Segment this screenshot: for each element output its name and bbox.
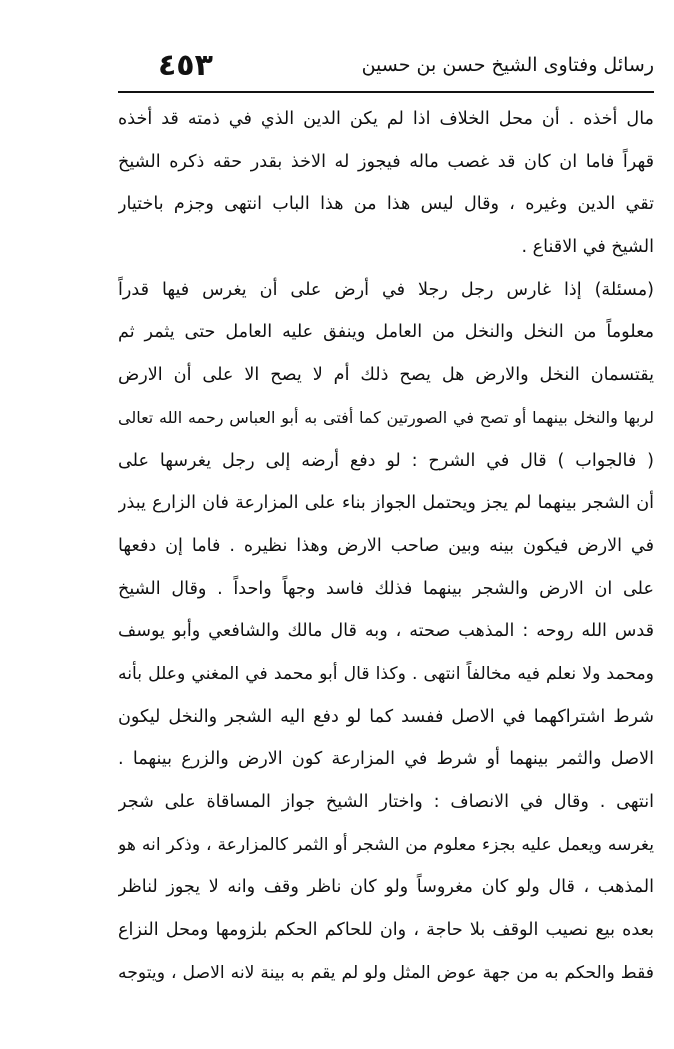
text-line: مال أخذه . أن محل الخلاف اذا لم يكن الدين الذي في ذمته قد أخذه (118, 109, 654, 129)
text-line: في الارض فيكون بينه وبين صاحب الارض وهذا نظيره . فاما إن دفعها (118, 535, 654, 556)
text-line: أن الشجر بينهما لم يجز ويحتمل الجواز بناء على المزارعة فان الزارع يبذر (118, 493, 654, 514)
text-line: الشيخ في الاقناع . (521, 237, 654, 258)
text-line: تقي الدين وغيره ، وقال ليس هذا من هذا الباب انتهى وجزم باختيار (118, 194, 654, 215)
text-line: بعده بيع نصيب الوقف بلا حاجة ، وان للحاكم الحكم بلزومها ومحل النزاع (118, 920, 654, 941)
header-rule (118, 91, 654, 93)
text-line: يغرسه ويعمل عليه بجزء معلوم من الشجر أو الثمر كالمزارعة ، وذكر انه هو (118, 834, 654, 855)
text-line: المذهب ، قال ولو كان مغروساً ولو كان ناظر وقف وانه لا يجوز لناظر (118, 877, 654, 898)
question-line: (مسئلة) إذا غارس رجل رجلا في أرض على أن يغرس فيها قدراً (118, 279, 654, 300)
text-line: فقط والحكم به من جهة عوض المثل ولو لم يقم به بينة لانه الاصل ، ويتوجه (118, 962, 654, 983)
running-title: رسائل وفتاوى الشيخ حسن بن حسين (361, 54, 654, 76)
text-line: الاصل والثمر بينهما أو شرط في المزارعة كون الارض والزرع بينهما . (118, 749, 654, 770)
text-line: شرط اشتراكهما في الاصل ففسد كما لو دفع اليه الشجر والنخل ليكون (118, 706, 654, 727)
text-line: لربها والنخل بينهما أو تصح في الصورتين كما أفتى به أبو العباس رحمه الله تعالى (118, 407, 654, 427)
page-header (118, 48, 654, 88)
answer-line: ( فالجواب ) قال في الشرح : لو دفع أرضه إلى رجل يغرسها على (118, 450, 654, 471)
text-line: على ان الارض والشجر بينهما فذلك فاسد وجهاً واحداً . وقال الشيخ (118, 578, 654, 599)
text-line: انتهى . وقال في الانصاف : واختار الشيخ جواز المساقاة على شجر (118, 792, 654, 812)
text-line: معلوماً من النخل والنخل من العامل وينفق عليه العامل حتى يثمر ثم (118, 322, 654, 343)
text-line: قهراً فاما ان كان قد غصب ماله فيجوز له الاخذ بقدر حقه ذكره الشيخ (118, 151, 654, 172)
body-text (118, 98, 654, 994)
text-line: ومحمد ولا نعلم فيه مخالفاً انتهى . وكذا قال أبو محمد في المغني وعلل بأنه (118, 663, 654, 684)
page-number: ٤٥٣ (158, 48, 213, 83)
text-line: قدس الله روحه : المذهب صحته ، وبه قال مالك والشافعي وأبو يوسف (118, 621, 654, 642)
text-line: يقتسمان النخل والارض هل يصح ذلك أم لا يصح الا على أن الارض (118, 365, 654, 386)
